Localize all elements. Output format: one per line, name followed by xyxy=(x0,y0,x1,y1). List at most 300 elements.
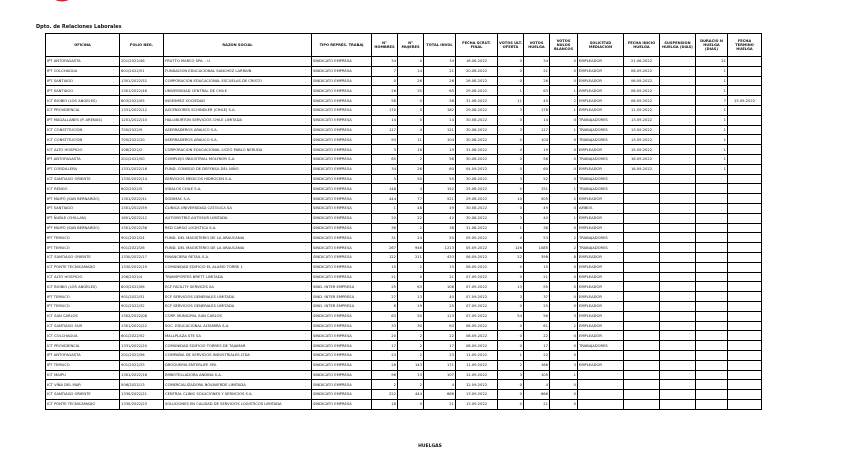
table-cell: 48 xyxy=(398,203,424,213)
table-cell: 04.09.2022 xyxy=(456,164,498,174)
table-cell: 0 xyxy=(550,203,578,213)
table-cell: TRABAJADORES xyxy=(578,243,624,253)
table-cell: 3 xyxy=(498,105,524,115)
table-cell: ICT PONTE TECNICAMADO xyxy=(46,262,120,272)
table-cell: EMPLEADOR xyxy=(578,282,624,292)
table-cell: 1 xyxy=(550,184,578,194)
table-cell xyxy=(728,331,762,341)
table-cell: 18 xyxy=(372,399,398,409)
table-cell: 21 xyxy=(524,272,550,282)
table-cell: SOLUCIONES EN CALIDAD DE SERVICIOS LOGISTICOS LIMITADA xyxy=(164,399,312,409)
table-cell: 901/2022/24 xyxy=(120,233,164,243)
table-cell xyxy=(660,174,696,184)
table-cell: 1 xyxy=(498,223,524,233)
table-cell: ICT SAN CARLOS xyxy=(46,311,120,321)
table-cell: TRABAJADORES xyxy=(578,125,624,135)
table-cell: 60 xyxy=(524,164,550,174)
table-cell: 122 xyxy=(372,252,398,262)
table-cell: 16 xyxy=(398,145,424,155)
table-cell: 1330/2022/17 xyxy=(120,252,164,262)
table-cell: COMPLEJO INDUSTRIAL MOLYNOR S.A. xyxy=(164,154,312,164)
table-row xyxy=(46,233,762,243)
table-cell xyxy=(696,203,728,213)
table-row xyxy=(46,272,762,282)
table-cell: 3 xyxy=(550,360,578,370)
table-cell: 23 xyxy=(372,350,398,360)
table-cell: 16.06.2022 xyxy=(456,57,498,67)
table-row xyxy=(46,96,762,106)
table-cell xyxy=(660,399,696,409)
table-cell: SINDICATO EMPRESA xyxy=(312,174,372,184)
table-cell: EMPLEADOR xyxy=(578,252,624,262)
table-cell xyxy=(696,233,728,243)
column-header: FOLIO NEG. xyxy=(120,34,164,57)
table-cell: SINDICATO EMPRESA xyxy=(312,390,372,400)
table-cell: 27 xyxy=(372,292,398,302)
table-cell: 5 xyxy=(372,174,398,184)
table-cell: TRABAJADORES xyxy=(578,154,624,164)
table-cell xyxy=(660,341,696,351)
table-row xyxy=(46,135,762,145)
table-cell: 521 xyxy=(424,194,456,204)
table-cell: IPT MAGALLANES (P. ARENAS) xyxy=(46,115,120,125)
table-cell: 2 xyxy=(398,154,424,164)
table-row xyxy=(46,311,762,321)
table-cell: ICT CONSTITUCION xyxy=(46,135,120,145)
table-cell: IPT CORDILLERA xyxy=(46,164,120,174)
table-cell: 1331/2022/12 xyxy=(120,105,164,115)
table-cell: EMPLEADOR xyxy=(578,86,624,96)
table-cell: 0 xyxy=(550,341,578,351)
column-header: SUSPENSION HUELGA (DIAS) xyxy=(660,34,696,57)
table-cell: 182 xyxy=(424,105,456,115)
table-cell: 1 xyxy=(498,350,524,360)
table-cell: 3 xyxy=(550,311,578,321)
table-cell: SINDICATO EMPRESA xyxy=(312,96,372,106)
table-cell: 1 xyxy=(550,105,578,115)
table-cell: 93 xyxy=(372,135,398,145)
table-cell: 08.09.2022 xyxy=(456,321,498,331)
table-cell: DROGUERIA ENTERLIFE SPA xyxy=(164,360,312,370)
table-cell: 3 xyxy=(498,213,524,223)
table-cell: 2 xyxy=(550,194,578,204)
table-cell: 31 xyxy=(372,233,398,243)
table-cell: IPT SANTIAGO xyxy=(46,86,120,96)
table-cell: 07.09.2022 xyxy=(456,301,498,311)
table-cell: 4 xyxy=(398,184,424,194)
table-cell: ICT BIOBIO (LOS ANGELES) xyxy=(46,282,120,292)
table-cell xyxy=(660,370,696,380)
table-cell: ICT CONSTITUCION xyxy=(46,125,120,135)
table-cell xyxy=(660,360,696,370)
table-cell: 34 xyxy=(372,57,398,67)
page-footer: HUELGAS xyxy=(418,444,442,449)
table-cell: 12.09.2022 xyxy=(456,370,498,380)
table-cell: 49 xyxy=(524,203,550,213)
table-cell: ICT COLCHAGUA xyxy=(46,331,120,341)
table-cell: CORPORACION EDUCACIONAL ESCUELAS DE CRISTO xyxy=(164,76,312,86)
table-cell: ICT SANTIAGO ORIENTE xyxy=(46,252,120,262)
table-cell: 126 xyxy=(498,243,524,253)
table-cell: 06.09.2022 xyxy=(624,76,660,86)
table-cell: 705/2022/10 xyxy=(120,135,164,145)
table-cell xyxy=(660,223,696,233)
table-cell: ASERRADEROS ARAUCO S.A. xyxy=(164,135,312,145)
table-cell: 55 xyxy=(424,174,456,184)
table-cell: 0 xyxy=(398,115,424,125)
table-cell: 20 xyxy=(372,331,398,341)
table-cell: 06.09.2022 xyxy=(624,66,660,76)
column-header: OFICINA xyxy=(46,34,120,57)
table-cell xyxy=(624,282,660,292)
table-cell: 1601/2022/12 xyxy=(120,213,164,223)
table-cell xyxy=(728,57,762,67)
table-cell: ICT RENGO xyxy=(46,184,120,194)
table-cell: 398 xyxy=(524,252,550,262)
table-cell: 0 xyxy=(398,399,424,409)
table-cell: 666 xyxy=(424,390,456,400)
table-cell: 106/2022/2 xyxy=(120,145,164,155)
table-cell: 56 xyxy=(524,154,550,164)
table-cell xyxy=(660,66,696,76)
table-cell: 1330/2022/23 xyxy=(120,399,164,409)
table-cell: EMPLEADOR xyxy=(578,96,624,106)
table-cell: 166 xyxy=(524,360,550,370)
table-cell: 31.08.2022 xyxy=(456,96,498,106)
table-cell xyxy=(624,399,660,409)
table-cell: 2 xyxy=(398,380,424,390)
table-cell: SINDICATO EMPRESA xyxy=(312,164,372,174)
table-cell: 30.08.2022 xyxy=(456,135,498,145)
table-cell: COMUNIDAD EDIFICIO TORRES DE TAJAMAR xyxy=(164,341,312,351)
table-cell: 11.09.2022 xyxy=(456,360,498,370)
table-cell: 33 xyxy=(372,321,398,331)
table-cell: SINDICATO EMPRESA xyxy=(312,341,372,351)
table-cell: 0 xyxy=(550,331,578,341)
table-cell: 05.09.2022 xyxy=(456,243,498,253)
table-cell: 23 xyxy=(424,350,456,360)
table-cell: 14 xyxy=(524,115,550,125)
table-cell xyxy=(660,135,696,145)
table-cell: 2 xyxy=(398,341,424,351)
table-cell xyxy=(624,194,660,204)
table-cell: 0 xyxy=(498,164,524,174)
table-cell xyxy=(660,272,696,282)
column-header: N° HOMBRES xyxy=(372,34,398,57)
table-cell: 222 xyxy=(372,390,398,400)
table-cell: 1213 xyxy=(424,243,456,253)
table-row xyxy=(46,331,762,341)
table-cell: 0 xyxy=(498,135,524,145)
table-cell: 113 xyxy=(424,311,456,321)
table-cell: ECF SERVICIOS GENERALES LIMITADA xyxy=(164,292,312,302)
table-cell xyxy=(728,213,762,223)
table-cell: 201/2022/50 xyxy=(120,154,164,164)
table-cell: 0 xyxy=(550,66,578,76)
table-cell: 58 xyxy=(372,96,398,106)
table-cell xyxy=(624,370,660,380)
table-cell: EMPLEADOR xyxy=(578,213,624,223)
table-cell xyxy=(728,390,762,400)
table-row xyxy=(46,86,762,96)
table-cell: 07.09.2022 xyxy=(456,282,498,292)
table-cell: 1301/2022/22 xyxy=(120,321,164,331)
table-cell: 1301/2022/52 xyxy=(120,76,164,86)
table-cell: 121 xyxy=(424,125,456,135)
table-cell: 30.08.2022 xyxy=(456,125,498,135)
table-cell: TRABAJADORES xyxy=(578,341,624,351)
table-cell: EMPLEADOR xyxy=(578,76,624,86)
table-cell xyxy=(696,282,728,292)
table-cell: 901/2022/31 xyxy=(120,292,164,302)
table-cell xyxy=(578,370,624,380)
table-cell: SINDICATO EMPRESA xyxy=(312,57,372,67)
column-header: VOTOS HUELGA xyxy=(524,34,550,57)
table-cell: 65 xyxy=(424,86,456,96)
table-cell: FUND. CONSEJO DE DEFENSA DEL NIÑO xyxy=(164,164,312,174)
table-row xyxy=(46,292,762,302)
table-cell: 06.09.2022 xyxy=(624,96,660,106)
table-cell: IPT TEMUCO xyxy=(46,360,120,370)
table-cell: 1 xyxy=(696,76,728,86)
table-row xyxy=(46,145,762,155)
table-cell: SINDICATO EMPRESA xyxy=(312,184,372,194)
table-cell: 26 xyxy=(398,76,424,86)
table-cell: 63 xyxy=(424,321,456,331)
table-row xyxy=(46,380,762,390)
table-cell: 53 xyxy=(524,233,550,243)
table-cell: IPT MAIPO (SAN BERNARDO) xyxy=(46,194,120,204)
table-cell: 1301/2022/59 xyxy=(120,203,164,213)
table-cell: 52 xyxy=(524,174,550,184)
table-cell xyxy=(660,164,696,174)
table-cell: COMPAÑIA DE SERVICIOS INDUSTRIALES LTDA xyxy=(164,350,312,360)
table-cell: 0 xyxy=(550,390,578,400)
table-cell: 11 xyxy=(498,96,524,106)
table-cell: 17 xyxy=(372,341,398,351)
table-cell: 7 xyxy=(696,96,728,106)
table-cell: 4 xyxy=(524,380,550,390)
table-cell: IPT COLCHAGUA xyxy=(46,66,120,76)
table-cell xyxy=(728,76,762,86)
table-cell xyxy=(728,301,762,311)
table-cell: 104 xyxy=(424,135,456,145)
table-cell: SINDICATO EMPRESA xyxy=(312,262,372,272)
table-cell xyxy=(624,321,660,331)
table-cell: 26 xyxy=(372,86,398,96)
table-cell: 0 xyxy=(498,399,524,409)
table-cell: 1 xyxy=(696,66,728,76)
table-cell: CORP. MUNICIPAL SAN CARLOS xyxy=(164,311,312,321)
table-cell: 0 xyxy=(498,272,524,282)
table-row xyxy=(46,105,762,115)
table-cell: 705/2022/9 xyxy=(120,125,164,135)
table-cell: 0 xyxy=(550,57,578,67)
table-cell: 104 xyxy=(524,135,550,145)
table-cell: 0 xyxy=(550,350,578,360)
table-cell: 22 xyxy=(524,350,550,360)
table-cell: 34 xyxy=(524,57,550,67)
table-cell: 3 xyxy=(498,174,524,184)
table-cell: 1 xyxy=(498,86,524,96)
table-row xyxy=(46,213,762,223)
table-cell xyxy=(660,203,696,213)
table-row xyxy=(46,301,762,311)
table-cell: 56 xyxy=(524,311,550,321)
table-cell: 0 xyxy=(372,76,398,86)
table-row xyxy=(46,360,762,370)
table-cell: 13.09.2022 xyxy=(624,135,660,145)
table-cell xyxy=(660,252,696,262)
table-cell: 0 xyxy=(550,115,578,125)
table-cell xyxy=(660,145,696,155)
table-cell: SOC. EDUCACIONAL ALTAMIRA S.A. xyxy=(164,321,312,331)
table-cell: ICT PONTE TECNICAMADO xyxy=(46,399,120,409)
table-row xyxy=(46,223,762,233)
table-cell: 2 xyxy=(550,96,578,106)
table-cell: 505 xyxy=(524,194,550,204)
table-cell: EMPLEADOR xyxy=(578,301,624,311)
table-cell xyxy=(660,194,696,204)
table-cell: 602/2022/5 xyxy=(120,184,164,194)
table-cell: FRUTTO MARCO SPA. - U xyxy=(164,57,312,67)
table-cell: SIND. INTER EMPRESA xyxy=(312,301,372,311)
table-cell xyxy=(728,164,762,174)
table-cell: SINDICATO EMPRESA xyxy=(312,399,372,409)
table-cell: 22 xyxy=(498,252,524,262)
table-cell: 25.08.2022 xyxy=(456,184,498,194)
table-cell: 25 xyxy=(524,301,550,311)
table-cell: 6 xyxy=(372,301,398,311)
table-cell: 1 xyxy=(550,86,578,96)
table-cell: EMPLEADOR xyxy=(578,145,624,155)
table-cell: 0 xyxy=(498,203,524,213)
table-cell xyxy=(728,184,762,194)
table-row xyxy=(46,370,762,380)
table-cell: ICT PROVIDENCIA xyxy=(46,341,120,351)
table-cell: 06.09.2022 xyxy=(456,252,498,262)
table-cell: TRABAJADORES xyxy=(578,233,624,243)
table-row xyxy=(46,243,762,253)
table-cell: ICT ALTO HOSPICIO xyxy=(46,272,120,282)
table-cell: 96 xyxy=(372,370,398,380)
table-row xyxy=(46,154,762,164)
table-cell xyxy=(624,184,660,194)
table-cell: 105 xyxy=(524,370,550,380)
table-cell: 1 xyxy=(696,86,728,96)
table-cell: 0 xyxy=(550,135,578,145)
table-cell: 803/2022/05 xyxy=(120,96,164,106)
table-cell: 19 xyxy=(524,145,550,155)
table-cell xyxy=(728,341,762,351)
table-cell: 19 xyxy=(398,301,424,311)
table-cell xyxy=(728,272,762,282)
table-cell: EMPLEADOR xyxy=(578,262,624,272)
table-cell: AMBOS xyxy=(578,203,624,213)
table-cell: SINDICATO EMPRESA xyxy=(312,115,372,125)
table-cell: 1 xyxy=(550,213,578,223)
table-cell: 178 xyxy=(524,105,550,115)
table-cell xyxy=(660,115,696,125)
table-cell: 1301/2022/16 xyxy=(120,370,164,380)
column-header: TOTAL INVOL xyxy=(424,34,456,57)
table-cell: 1201/2022/10 xyxy=(120,115,164,125)
table-cell xyxy=(660,105,696,115)
table-cell: 29.08.2022 xyxy=(456,194,498,204)
table-cell: 170 xyxy=(372,105,398,115)
table-cell: 13 xyxy=(398,292,424,302)
table-cell: 0 xyxy=(550,223,578,233)
table-cell: 14 xyxy=(372,115,398,125)
table-cell: 2 xyxy=(398,262,424,272)
table-cell: 35 xyxy=(398,86,424,96)
table-cell: 0 xyxy=(498,331,524,341)
table-cell: 8 xyxy=(550,252,578,262)
table-cell xyxy=(660,292,696,302)
table-row xyxy=(46,341,762,351)
table-cell: 1 xyxy=(696,135,728,145)
table-cell xyxy=(728,350,762,360)
table-cell: EMPLEADOR xyxy=(578,360,624,370)
table-cell xyxy=(728,360,762,370)
table-cell: 24 xyxy=(398,233,424,243)
table-row xyxy=(46,399,762,409)
table-cell: 11 xyxy=(398,135,424,145)
table-cell: 4 xyxy=(398,125,424,135)
table-cell: 1 xyxy=(550,370,578,380)
table-cell: 30.08.2022 xyxy=(456,115,498,125)
table-cell: 21 xyxy=(696,57,728,67)
table-cell: IPT ANTOFAGASTA xyxy=(46,350,120,360)
table-cell xyxy=(728,194,762,204)
table-cell: 3 xyxy=(372,145,398,155)
table-cell: RED CARGO LOGISTICA S.A. xyxy=(164,223,312,233)
table-cell: 29.08.2022 xyxy=(456,86,498,96)
section-title: Dpto. de Relaciones Laborales xyxy=(36,24,122,30)
table-cell: 1 xyxy=(696,154,728,164)
table-cell: 07.09.2022 xyxy=(456,272,498,282)
table-cell: CENTRAL CLINIC SOLUCIONES Y SERVICIOS S.A. xyxy=(164,390,312,400)
table-cell: TRABAJADORES xyxy=(578,135,624,145)
table-cell: EMPLEADOR xyxy=(578,194,624,204)
table-cell: 1 xyxy=(696,115,728,125)
table-cell xyxy=(660,350,696,360)
table-row xyxy=(46,194,762,204)
table-row xyxy=(46,66,762,76)
table-cell: SINDICATO EMPRESA xyxy=(312,311,372,321)
column-header: DURACIO N HUELGA (DIAS) xyxy=(696,34,728,57)
table-cell: ASERRADEROS ARAUCO S.A. xyxy=(164,125,312,135)
table-cell: 63 xyxy=(372,311,398,321)
table-cell xyxy=(696,390,728,400)
table-cell: 3 xyxy=(498,292,524,302)
table-cell: 50 xyxy=(398,174,424,184)
table-cell: SIND. INTER EMPRESA xyxy=(312,292,372,302)
table-cell: 171 xyxy=(424,360,456,370)
table-cell: 117 xyxy=(372,125,398,135)
table-cell: 108 xyxy=(424,282,456,292)
table-cell xyxy=(660,96,696,106)
table-cell xyxy=(660,301,696,311)
table-cell xyxy=(660,76,696,86)
table-cell xyxy=(728,115,762,125)
table-row xyxy=(46,184,762,194)
table-cell: 21 xyxy=(424,272,456,282)
table-cell: IPT MAIPO (SAN BERNARDO) xyxy=(46,223,120,233)
table-cell: 58 xyxy=(424,96,456,106)
table-cell: 25 xyxy=(372,282,398,292)
table-cell: 21 xyxy=(424,399,456,409)
